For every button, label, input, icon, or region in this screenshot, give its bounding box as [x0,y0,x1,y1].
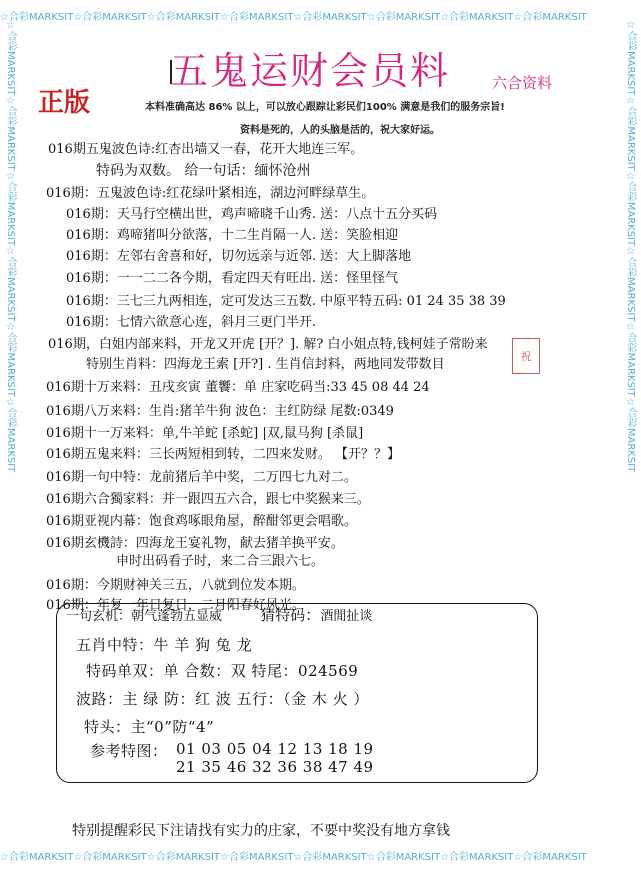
head-digit-row: 特头：主“0”防“4” [84,718,215,736]
line-10: 016期，白姐内部来料，开龙又开虎 [开？]. 解? 白小姐点特,钱柯娃子常盼来 [48,337,488,352]
line-18: 016期亚视内幕：饱食鸡啄眼角屋，醉酣邻更会唱歌。 [46,514,357,529]
line-21: 016期：今期财神关三五，八就到位发本期。 [46,578,305,593]
reference-numbers-1: 01 03 05 04 12 13 18 19 [176,740,374,758]
category-label: 六合资料 [492,74,553,92]
guess-code-value: 酒閒扯谈 [320,609,373,624]
line-20: 申时出码看子时，来二合三跟六七。 [116,554,325,569]
line-15: 016期五鬼来料：三长两短相到转，二四来发财。 【开？？】 [46,447,400,462]
five-zodiac-row: 五肖中特：牛 羊 狗 兔 龙 [76,636,253,654]
odd-even-row: 特码单双：单 合数：双 特尾：024569 [86,662,359,680]
line-16: 016期一句中特：龙前猪后羊中奖，二万四七九对二。 [46,470,357,485]
line-3: 016期：五鬼波色诗:红花绿叶紧相连，湖边河畔绿草生。 [46,186,375,201]
line-22: 016期：年复一年日复日，二月阳春好风光。 [46,598,305,613]
watermark-left: ☆合彩MARKSIT☆合彩MARKSIT☆合彩MARKSIT☆合彩MARKSIT☆合彩MARKSIT☆合彩MARKSIT [5,20,16,473]
line-6: 016期：左邻右舍喜和好，切勿远亲与近邻. 送：大上脚落地 [66,249,412,264]
line-17: 016期六合獨家料：并一跟四五六合，跟七中奖猴来三。 [46,492,370,507]
wave-elements-row: 波路：主 绿 防：红 波 五行：（金 木 火 ） [76,690,369,708]
reference-label: 参考特图： [90,742,168,760]
watermark-bottom: ☆合彩MARKSIT☆合彩MARKSIT☆合彩MARKSIT☆合彩MARKSIT☆合彩MARKSIT☆合彩MARKSIT☆合彩MARKSIT☆合彩MARKSIT [0,852,587,863]
seal-stamp: 祝 [512,338,540,374]
line-4: 016期：天马行空横出世，鸡声啼晓千山秀. 送：八点十五分买码 [66,207,438,222]
page-title: 五鬼运财会员料 [170,49,451,93]
line-8: 016期：三七三九两相连，定可发达三五数. 中原平特五码: 01 24 35 38 39 [66,294,506,309]
line-7: 016期：一一二二各今期，看定四天有旺出. 送：怪里怪气 [66,271,399,286]
line-1: 016期五鬼波色诗:红杏出墙又一春，花开大地连三军。 [48,142,364,157]
reference-numbers-2: 21 35 46 32 36 38 47 49 [176,758,374,776]
box-header [66,604,372,625]
genuine-badge: 正版 [38,88,91,118]
line-19: 016期玄機詩：四海龙王宴礼物，献去猪羊换平安。 [46,536,344,551]
line-2: 特码为双数。 给一句话：缅怀沧州 [96,163,311,179]
one-line-hint: 一句玄机：朝气蓬勃五显威 [66,609,223,624]
guess-code-label: 猜特码： [260,606,321,624]
slogan-accuracy: 本料准确高达 86% 以上，可以放心跟踪让彩民们100% 满意是我们的服务宗旨! [145,102,505,113]
footer-notice: 特别提醒彩民下注请找有实力的庄家，不要中奖没有地方拿钱 [72,823,450,839]
watermark-top: ☆合彩MARKSIT☆合彩MARKSIT☆合彩MARKSIT☆合彩MARKSIT☆合彩MARKSIT☆合彩MARKSIT☆合彩MARKSIT☆合彩MARKSIT [0,12,587,23]
watermark-right: ☆合彩MARKSIT☆合彩MARKSIT☆合彩MARKSIT☆合彩MARKSIT☆合彩MARKSIT☆合彩MARKSIT [625,20,636,473]
line-14: 016期十一万来料：单,牛羊蛇 [杀蛇] |双,鼠马狗 [杀鼠] [46,426,364,441]
line-13: 016期八万来料：生肖:猪羊牛狗 波色：主红防绿 尾数:0349 [46,404,394,419]
line-11: 特别生肖料：四海龙王索 [开?] . 生肖信封料，两地同发带数目 [86,357,445,372]
line-12: 016期十万来料：丑戌亥寅 董饗：单 庄家吃码当:33 45 08 44 24 [46,380,430,395]
line-5: 016期：鸡啼猪叫分欲落，十二生肖隔一人. 送：笑脸相迎 [66,228,399,243]
line-9: 016期：七情六欲意心连，斜月三更门半开. [66,315,316,330]
slogan-luck: 资料是死的，人的头脑是活的，祝大家好运。 [240,125,440,136]
